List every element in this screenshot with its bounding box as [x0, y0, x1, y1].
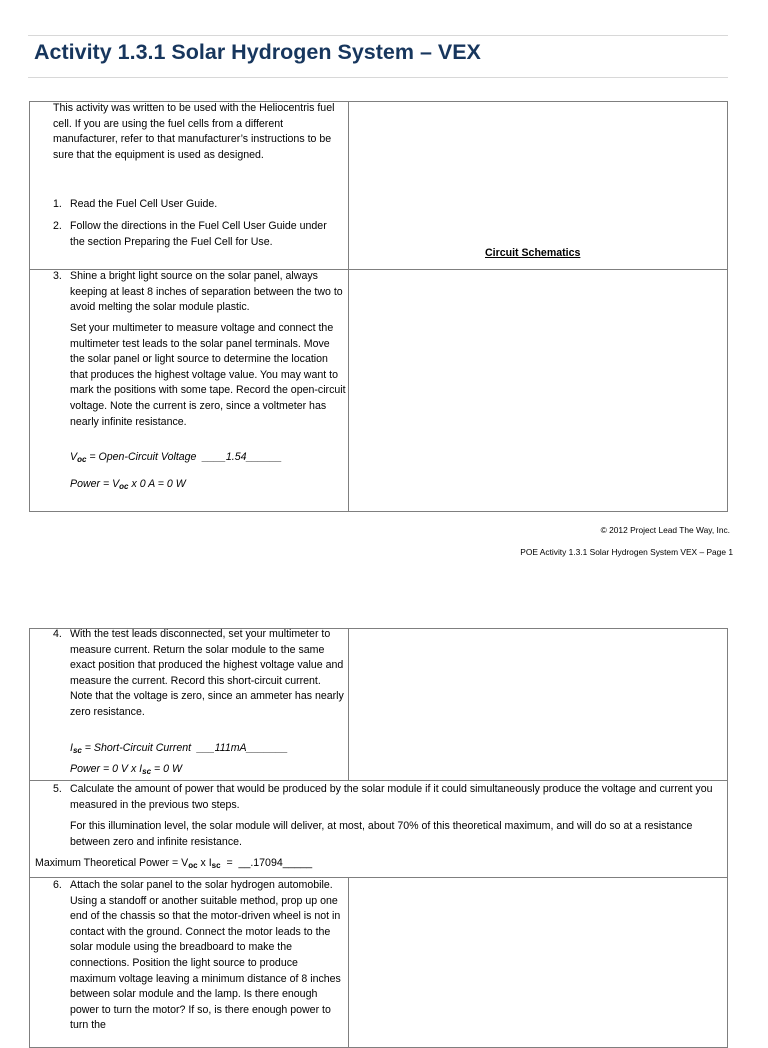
max-power-equals: =: [220, 857, 239, 869]
step1-text: Read the Fuel Cell User Guide.: [70, 198, 218, 210]
step6-text: Attach the solar panel to the solar hydrogen automobile. Using a standoff or another suitable method, prop up one end of the chassis so that the motor-driven wheel is not in contact with the ground. Connect the motor leads to the solar module using the breadboard to make the connections. Position the light source to produce maximum voltage leaving a minimum distance of 8 inches between solar module and the lamp. Is there enough power to turn the motor? If so, is there enough power to turn the: [70, 879, 341, 1032]
step2-number: 2.: [53, 220, 62, 232]
step5-number: 5.: [53, 783, 62, 795]
step6-number: 6.: [53, 879, 62, 891]
isc-symbol: I: [70, 742, 73, 754]
intro-text: This activity was written to be used with the Heliocentris fuel cell. If you are using the fuel cells from a different manufacturer, refer to that manufacturer’s instructions to be sure that the equipment is used as designed.: [53, 102, 335, 161]
power-voc-prefix: Power = V: [70, 478, 120, 490]
voc-value: ____1.54______: [202, 451, 282, 463]
page-footer: POE Activity 1.3.1 Solar Hydrogen System VEX – Page 1: [520, 547, 733, 557]
copyright-footer: © 2012 Project Lead The Way, Inc.: [600, 525, 730, 535]
isc-subscript: sc: [72, 746, 82, 755]
step2-text: Follow the directions in the Fuel Cell User Guide under the section Preparing the Fuel Cell for Use.: [70, 220, 327, 248]
step5-text: Calculate the amount of power that would be produced by the solar module if it could simultaneously produce the voltage and current you measured in the previous two steps.: [70, 783, 713, 811]
page2-column-divider-lower: [348, 877, 349, 1048]
voc-subscript: oc: [77, 455, 87, 464]
step5-paragraph: For this illumination level, the solar module will deliver, at most, about 70% of this theoretical maximum, and will do so at a resistance between zero and infinite resistance.: [70, 820, 693, 848]
step3-number: 3.: [53, 270, 62, 282]
max-power-subscript-isc: sc: [211, 861, 221, 870]
power-isc-suffix: = 0 W: [151, 763, 182, 775]
power-isc-prefix: Power = 0 V x I: [70, 763, 143, 775]
step4-number: 4.: [53, 628, 62, 640]
step4-text: With the test leads disconnected, set your multimeter to measure current. Return the solar module to the same exact position that produced the highest voltage value and measure the current. Record this short-circuit current. Note that the voltage is zero, since an ammeter has nearly zero resistance.: [70, 628, 344, 718]
header-bottom-rule: [28, 77, 728, 78]
voc-symbol: V: [70, 451, 78, 463]
max-power-times: x I: [197, 857, 212, 869]
isc-value: ___111mA_______: [196, 742, 288, 754]
power-isc-subscript: sc: [142, 767, 152, 776]
power-voc-line: [70, 477, 186, 495]
step1-number: 1.: [53, 198, 62, 210]
power-isc-line: [70, 762, 182, 780]
circuit-schematics-heading: Circuit Schematics: [485, 247, 581, 259]
voc-line: [70, 450, 282, 468]
max-power-line: [35, 856, 312, 874]
max-power-prefix: Maximum Theoretical Power = V: [35, 857, 189, 869]
isc-line: [70, 741, 288, 759]
power-voc-subscript: oc: [119, 482, 129, 491]
isc-label: = Short-Circuit Current: [81, 742, 197, 754]
page2-column-divider-upper: [348, 628, 349, 780]
max-power-subscript-voc: oc: [188, 861, 198, 870]
step3-text: Shine a bright light source on the solar panel, always keeping at least 8 inches of separation between the two to avoid melting the solar module plastic.: [70, 270, 343, 314]
page-title: Activity 1.3.1 Solar Hydrogen System – VEX: [34, 40, 481, 64]
step3-paragraph: Set your multimeter to measure voltage and connect the multimeter test leads to the solar panel terminals. Move the solar panel or light source to determine the location that produces the highest voltage value. You may want to mark the positions with some tape. Record the open-circuit voltage. Note the current is zero, since a voltmeter has nearly infinite resistance.: [70, 322, 346, 428]
power-voc-suffix: x 0 A = 0 W: [128, 478, 186, 490]
voc-label: = Open-Circuit Voltage: [86, 451, 203, 463]
max-power-value: __.17094_____: [238, 857, 313, 869]
page1-column-divider: [348, 101, 349, 512]
page2-row-divider-1: [29, 780, 728, 781]
header-top-rule: [28, 35, 728, 36]
